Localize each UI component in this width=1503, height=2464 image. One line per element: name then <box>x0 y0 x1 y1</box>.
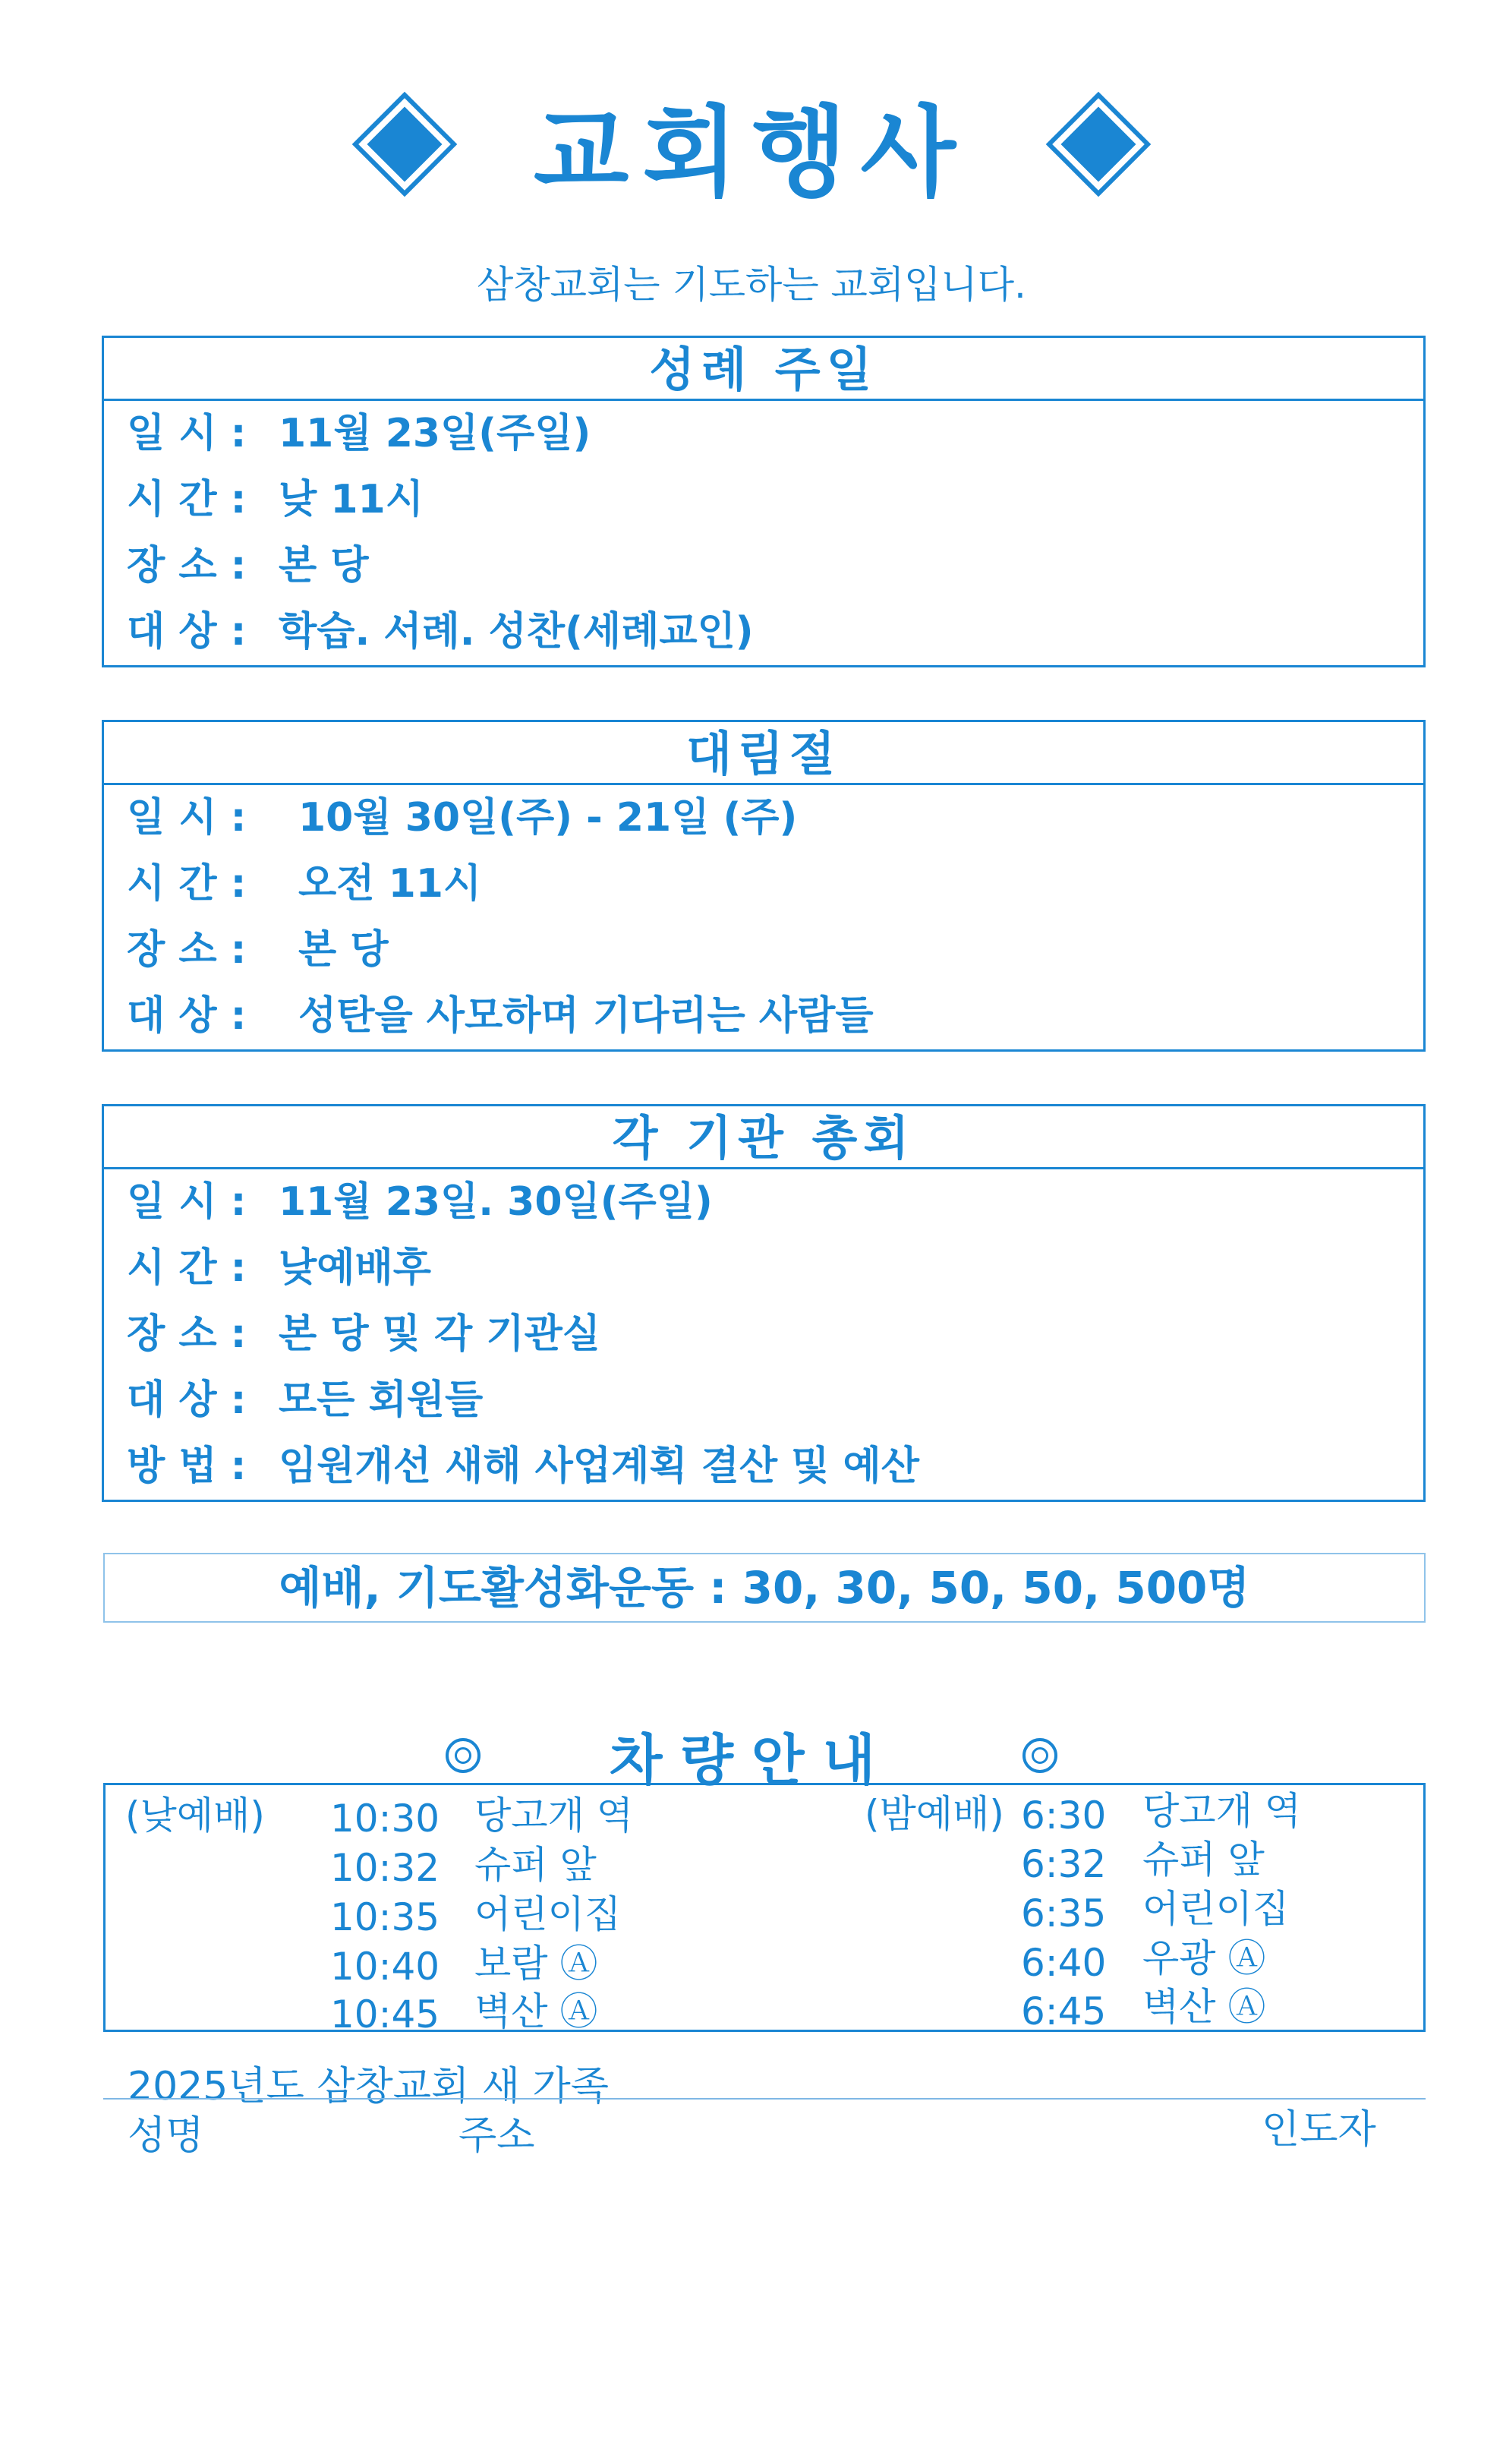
page-title-area <box>0 84 1503 210</box>
stop-place: 슈퍼 앞 <box>474 1843 597 1887</box>
stop-place: 당고개 역 <box>1142 1789 1302 1833</box>
section-title: 각 기관 총회 <box>104 1106 1423 1169</box>
row-value: 11월 23일. 30일(주일) <box>279 1179 713 1225</box>
column-header-name: 성명 <box>128 2113 204 2159</box>
stop-time: 10:30 <box>330 1797 440 1841</box>
stop-place: 어린이집 <box>1142 1887 1290 1931</box>
row-label: 일 시 : <box>127 1179 247 1225</box>
page-subtitle: 삼창교회는 기도하는 교회입니다. <box>477 263 1026 307</box>
section-title: 성례 주일 <box>104 338 1423 401</box>
double-circle-right-icon <box>1022 1738 1057 1773</box>
section-general-assembly <box>102 1104 1426 1502</box>
section-advent <box>102 720 1426 1052</box>
double-circle-left-icon <box>446 1738 481 1773</box>
section-title: 대림절 <box>104 722 1423 785</box>
new-family-divider <box>103 2098 1426 2100</box>
stop-place: 슈퍼 앞 <box>1142 1838 1265 1882</box>
section-sacrament-sunday <box>102 336 1426 667</box>
stop-place: 벽산 Ⓐ <box>474 1989 598 2033</box>
info-row <box>104 851 1423 917</box>
night-service-label: (밤예배) <box>865 1792 1004 1836</box>
new-family-title: 2025년도 삼창교회 새 가족 <box>128 2064 610 2109</box>
row-value: 본 당 <box>298 927 389 973</box>
row-value: 오전 11시 <box>298 861 482 907</box>
row-value: 낮 11시 <box>279 477 424 522</box>
row-label: 대 상 : <box>127 609 247 655</box>
info-row <box>104 1169 1423 1235</box>
day-service-label: (낮예배) <box>125 1794 265 1838</box>
row-label: 대 상 : <box>127 1377 247 1423</box>
page-title: 교회행사 <box>533 94 970 210</box>
row-label: 일 시 : <box>127 411 247 456</box>
info-row <box>104 785 1423 851</box>
bus-schedule <box>103 1783 1426 2037</box>
info-row <box>104 533 1423 599</box>
stop-place: 당고개 역 <box>474 1794 634 1838</box>
info-row <box>104 983 1423 1049</box>
stop-time: 10:40 <box>330 1945 440 1989</box>
row-value: 모든 회원들 <box>279 1377 484 1423</box>
row-label: 시 간 : <box>127 861 247 907</box>
bus-guide-title: 차량안내 <box>609 1728 894 1792</box>
stop-time: 6:32 <box>1021 1842 1107 1886</box>
info-row <box>104 401 1423 467</box>
info-row <box>104 917 1423 983</box>
stop-place: 벽산 Ⓐ <box>1142 1985 1266 2029</box>
row-value: 학습. 서례. 성찬(세례교인) <box>279 609 754 655</box>
info-row <box>104 467 1423 533</box>
diamond-right-icon <box>1061 107 1136 182</box>
row-value: 본 당 <box>279 543 369 588</box>
row-label: 일 시 : <box>127 795 247 841</box>
row-label: 장 소 : <box>127 1311 247 1357</box>
row-value: 성탄을 사모하며 기다리는 사람들 <box>298 993 874 1039</box>
stop-time: 10:32 <box>330 1846 440 1890</box>
stop-time: 10:45 <box>330 1992 440 2037</box>
row-label: 방 법 : <box>127 1443 247 1489</box>
row-label: 시 간 : <box>127 477 247 522</box>
info-row <box>104 1434 1423 1500</box>
diamond-left-icon <box>367 107 442 182</box>
column-header-address: 주소 <box>458 2113 535 2159</box>
stop-time: 6:40 <box>1021 1941 1107 1985</box>
info-row <box>104 1235 1423 1301</box>
row-value: 낮예배후 <box>279 1245 431 1291</box>
prayer-campaign-banner: 예배, 기도활성화운동 : 30, 30, 50, 50, 500명 <box>103 1553 1426 1623</box>
stop-time: 6:30 <box>1021 1794 1107 1838</box>
row-value: 10월 30일(주) - 21일 (주) <box>298 795 798 841</box>
row-label: 장 소 : <box>127 927 247 973</box>
row-value: 11월 23일(주일) <box>279 411 591 456</box>
info-row <box>104 599 1423 665</box>
row-label: 대 상 : <box>127 993 247 1039</box>
stop-place: 보람 Ⓐ <box>474 1942 598 1986</box>
row-label: 시 간 : <box>127 1245 247 1291</box>
info-row <box>104 1368 1423 1434</box>
stop-time: 10:35 <box>330 1895 440 1939</box>
row-label: 장 소 : <box>127 543 247 588</box>
stop-place: 어린이집 <box>474 1892 622 1936</box>
row-value: 본 당 및 각 기관실 <box>279 1311 601 1357</box>
info-row <box>104 1301 1423 1368</box>
bus-guide-title-area <box>0 1718 1503 1794</box>
row-value: 임원개선 새해 사업계획 결산 및 예산 <box>279 1443 919 1489</box>
stop-place: 우광 Ⓐ <box>1142 1936 1266 1980</box>
stop-time: 6:45 <box>1021 1989 1107 2033</box>
column-header-guide: 인도자 <box>1262 2107 1376 2153</box>
stop-time: 6:35 <box>1021 1891 1107 1936</box>
